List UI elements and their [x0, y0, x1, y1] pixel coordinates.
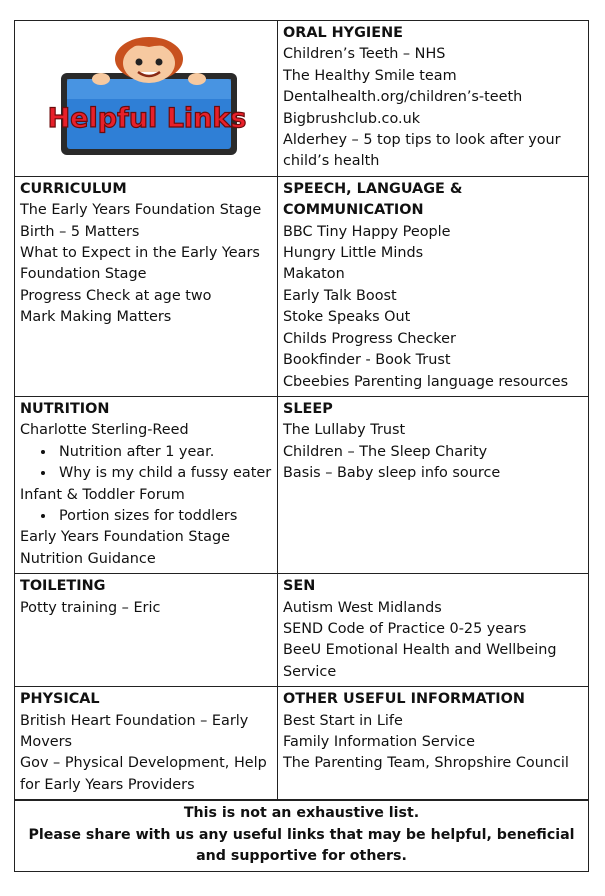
speech-cell	[278, 176, 589, 396]
sen-heading: SEN	[283, 578, 316, 595]
link-item[interactable]: Autism West Midlands	[283, 599, 442, 616]
oral-hygiene-cell	[278, 21, 589, 176]
link-item[interactable]: The Healthy Smile team	[283, 67, 457, 84]
link-item[interactable]: Bigbrushclub.co.uk	[283, 110, 421, 127]
link-item[interactable]: Potty training – Eric	[20, 599, 161, 616]
nutrition-sublist	[20, 506, 273, 527]
link-item[interactable]: Children – The Sleep Charity	[283, 443, 488, 460]
curriculum-cell	[15, 176, 278, 396]
link-item[interactable]: The Lullaby Trust	[283, 422, 406, 439]
footer-line-2: Please share with us any useful links that may be helpful, beneficial and supportive for others.	[28, 826, 575, 865]
link-item[interactable]: Best Start in Life	[283, 712, 403, 729]
physical-heading: PHYSICAL	[20, 691, 100, 708]
sen-cell	[278, 574, 589, 687]
list-item[interactable]: • Portion sizes for toddlers	[56, 506, 273, 527]
link-item[interactable]: Early Years Foundation Stage Nutrition Guidance	[20, 529, 230, 567]
nutrition-cell	[15, 396, 278, 573]
sleep-cell	[278, 396, 589, 573]
physical-cell	[15, 687, 278, 800]
link-item[interactable]: Dentalhealth.org/children’s-teeth	[283, 89, 523, 106]
link-item[interactable]: Alderhey – 5 top tips to look after your child’s health	[283, 132, 561, 170]
footer-line-1: This is not an exhaustive list.	[183, 805, 420, 822]
link-item[interactable]: SEND Code of Practice 0-25 years	[283, 620, 527, 637]
link-item[interactable]: Charlotte Sterling-Reed	[20, 422, 189, 439]
toileting-heading: TOILETING	[20, 578, 106, 595]
nutrition-heading: NUTRITION	[20, 400, 110, 417]
logo-badge-text: Helpful Links	[47, 103, 247, 134]
links-table	[15, 21, 588, 800]
link-item[interactable]: Basis – Baby sleep info source	[283, 465, 501, 482]
oral-hygiene-heading: ORAL HYGIENE	[283, 25, 403, 41]
toileting-cell	[15, 574, 278, 687]
link-item[interactable]: Stoke Speaks Out	[283, 309, 411, 326]
speech-heading: SPEECH, LANGUAGE & COMMUNICATION	[283, 180, 463, 219]
helpful-links-logo	[33, 29, 261, 159]
other-info-cell	[278, 687, 589, 800]
logo-cell	[15, 21, 278, 176]
link-item[interactable]: BBC Tiny Happy People	[283, 223, 451, 240]
helpful-links-sheet	[14, 20, 589, 872]
link-item[interactable]: What to Expect in the Early Years Foundation Stage	[20, 245, 260, 283]
link-item[interactable]: The Early Years Foundation Stage	[20, 202, 262, 219]
other-info-heading: OTHER USEFUL INFORMATION	[283, 691, 525, 708]
link-item[interactable]: Bookfinder - Book Trust	[283, 352, 451, 369]
link-item[interactable]: Early Talk Boost	[283, 287, 397, 304]
link-item[interactable]: Progress Check at age two	[20, 287, 212, 304]
sleep-heading: SLEEP	[283, 400, 333, 417]
link-item[interactable]: BeeU Emotional Health and Wellbeing Service	[283, 642, 557, 680]
link-item[interactable]: Family Information Service	[283, 734, 475, 750]
nutrition-sublist	[20, 442, 273, 485]
link-item[interactable]: British Heart Foundation – Early Movers	[20, 712, 249, 750]
link-item[interactable]: Infant & Toddler Forum	[20, 486, 185, 503]
link-item[interactable]: Makaton	[283, 266, 345, 283]
link-item[interactable]: Children’s Teeth – NHS	[283, 46, 446, 63]
link-item[interactable]: Hungry Little Minds	[283, 245, 424, 262]
link-item[interactable]: Gov – Physical Development, Help for Early Years Providers	[20, 755, 267, 793]
link-item[interactable]: The Parenting Team, Shropshire Council	[283, 755, 569, 772]
link-item[interactable]: Mark Making Matters	[20, 309, 172, 326]
link-item[interactable]: Childs Progress Checker	[283, 330, 456, 347]
list-item[interactable]: • Why is my child a fussy eater	[56, 463, 273, 484]
list-item[interactable]: • Nutrition after 1 year.	[56, 442, 273, 463]
curriculum-heading: CURRICULUM	[20, 180, 127, 197]
link-item[interactable]: Cbeebies Parenting language resources	[283, 373, 569, 390]
link-item[interactable]: Birth – 5 Matters	[20, 223, 140, 240]
footer-note	[15, 800, 588, 871]
